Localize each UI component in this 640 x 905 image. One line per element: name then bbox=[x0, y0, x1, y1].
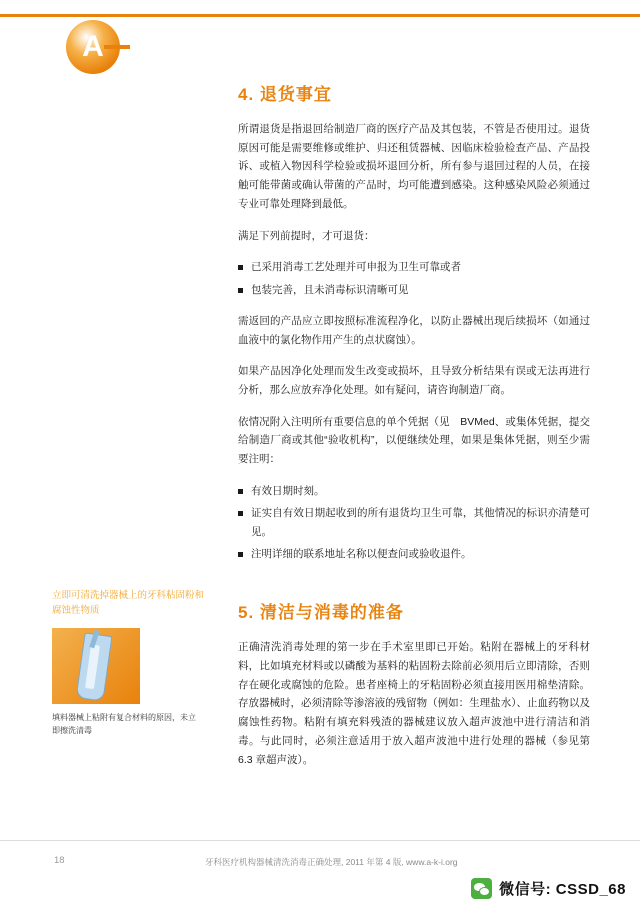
watermark-label: 微信号: CSSD_68 bbox=[499, 881, 626, 898]
section-4-paragraph-4: 如果产品因净化处理而发生改变或损坏，且导致分析结果有误或无法再进行分析，那么应放弃净化处理。如有疑问，请咨询制造厂商。 bbox=[238, 365, 590, 397]
list-item: 注明详细的联系地址名称以便查问或验收退件。 bbox=[238, 545, 590, 563]
footer-source-text: 牙科医疗机构器械清洗消毒正确处理, 2011 年第 4 版, www.a-k-i.org bbox=[205, 857, 458, 867]
section-spacer bbox=[238, 576, 590, 602]
page-number: 18 bbox=[54, 855, 65, 866]
logo-accent-bar bbox=[104, 45, 130, 49]
list-item: 包装完善，且未消毒标识清晰可见 bbox=[238, 281, 590, 299]
section-4-paragraph-2: 满足下列前提时，才可退货： bbox=[238, 229, 375, 242]
section-4-bullet-list-2 bbox=[238, 482, 590, 564]
watermark-bar bbox=[0, 872, 640, 905]
section-4-title: 4. 退货事宜 bbox=[238, 85, 332, 104]
section-4-paragraph-5: 依情况附入注明所有重要信息的单个凭据（见 BVMed、或集体凭据，提交给制造厂商或其他“验收机构”，以便继续处理，如果是集体凭据，则至少需要注明： bbox=[238, 415, 590, 466]
list-item: 证实自有效日期起收到的所有退货均卫生可靠，其他情况的标识亦清楚可见。 bbox=[238, 504, 590, 541]
brand-logo bbox=[58, 16, 130, 72]
figure-block bbox=[52, 588, 212, 737]
logo-letter: A bbox=[82, 30, 104, 63]
section-4-bullet-list-1 bbox=[238, 258, 590, 299]
footer-divider-rule bbox=[0, 840, 640, 841]
figure-caption-top: 立即可清洗掉器械上的牙科粘固粉和腐蚀性物质 bbox=[52, 590, 205, 617]
list-item: 有效日期时刻。 bbox=[238, 482, 590, 500]
wechat-icon bbox=[471, 878, 492, 899]
list-item: 已采用消毒工艺处理并可申报为卫生可靠或者 bbox=[238, 258, 590, 276]
section-5-paragraph-1: 正确清洗消毒处理的第一步在手术室里即已开始。粘附在器械上的牙科材料，比如填充材料或以磷酸为基料的粘固粉去除前必须用后立即清除，否则存在硬化或腐蚀的危险。患者座椅上的牙粘固粉必须直接用医用棉垫清除。存放器械时，必须清除等渗溶液的残留物（例如：生理盐水）、止血药物以及腐蚀性药物。粘附有填充料残渣的器械建议放入超声波池中进行清洁和消毒。与此同时，必须注意适用于放入超声波池中进行处理的器械（参见第 6.3 章超声波）。 bbox=[238, 641, 590, 766]
section-4-paragraph-3: 需返回的产品应立即按照标准流程净化，以防止器械出现后续损坏（如通过血液中的氯化物作用产生的点状腐蚀）。 bbox=[238, 314, 590, 346]
dental-instrument-photo bbox=[52, 628, 140, 704]
section-5-title: 5. 清洁与消毒的准备 bbox=[238, 603, 404, 623]
section-4-paragraph-1: 所谓退货是指退回给制造厂商的医疗产品及其包装，不管是否使用过。退货原因可能是需要维修或维护、归还租赁器械、因临床检验检查产品、产品投诉、或植入物因科学检验或损坏退回分析，所有参与退回过程的人员，在接触可能带菌或确认带菌的产品时，均可能遭到感染。这种感染风险必须通过专业可靠处理降到最低。 bbox=[238, 123, 590, 210]
main-content-column bbox=[238, 84, 590, 782]
figure-caption-bottom: 填料器械上粘附有复合材料的原因，未立即擦洗清毒 bbox=[52, 713, 196, 735]
